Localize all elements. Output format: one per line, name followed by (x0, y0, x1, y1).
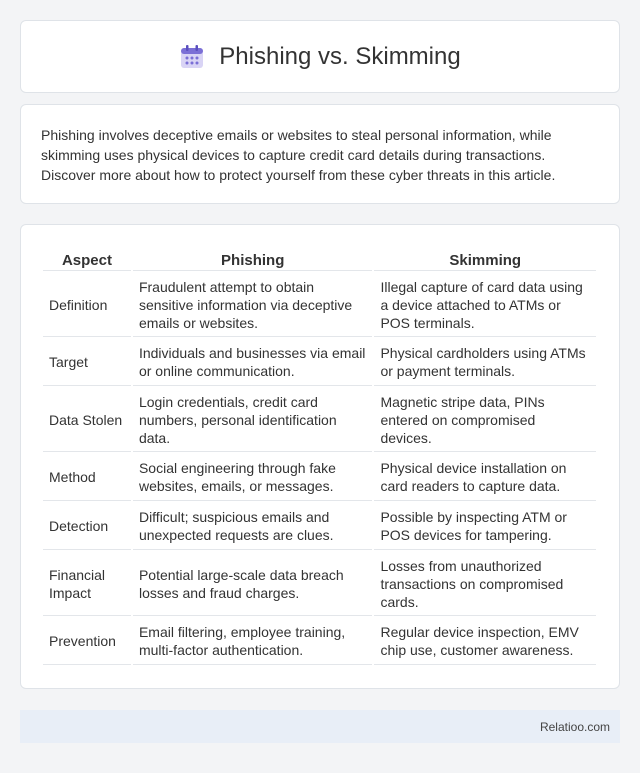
table-row (43, 339, 596, 386)
cell-skimming: Magnetic stripe data, PINs entered on compromised devices. (374, 388, 596, 452)
cell-aspect: Method (43, 454, 131, 501)
table-row (43, 552, 596, 616)
header-skimming: Skimming (374, 247, 596, 271)
title-card (20, 20, 620, 93)
cell-aspect: Data Stolen (43, 388, 131, 452)
comparison-table (41, 245, 598, 667)
cell-skimming: Regular device inspection, EMV chip use, customer awareness. (374, 618, 596, 665)
page-title: Phishing vs. Skimming (219, 42, 461, 70)
table-row (43, 388, 596, 452)
cell-aspect: Prevention (43, 618, 131, 665)
table-header-row (43, 247, 596, 271)
cell-aspect: Target (43, 339, 131, 386)
cell-aspect: Financial Impact (43, 552, 131, 616)
cell-phishing: Login credentials, credit card numbers, personal identification data. (133, 388, 373, 452)
intro-text: Phishing involves deceptive emails or websites to steal personal information, while skimming uses physical devices to capture credit card details during transactions. Discover more about how to protect yourself from these cyber threats in this article. (41, 127, 556, 183)
calendar-icon (179, 44, 205, 70)
cell-phishing: Individuals and businesses via email or online communication. (133, 339, 373, 386)
table-row (43, 273, 596, 337)
cell-phishing: Email filtering, employee training, multi-factor authentication. (133, 618, 373, 665)
cell-aspect: Detection (43, 503, 131, 550)
cell-skimming: Losses from unauthorized transactions on compromised cards. (374, 552, 596, 616)
cell-phishing: Social engineering through fake websites, emails, or messages. (133, 454, 373, 501)
cell-phishing: Potential large-scale data breach losses and fraud charges. (133, 552, 373, 616)
cell-phishing: Difficult; suspicious emails and unexpected requests are clues. (133, 503, 373, 550)
table-row (43, 503, 596, 550)
table-card (20, 224, 620, 689)
table-row (43, 618, 596, 665)
table-row (43, 454, 596, 501)
cell-skimming: Physical device installation on card readers to capture data. (374, 454, 596, 501)
header-aspect: Aspect (43, 247, 131, 271)
cell-aspect: Definition (43, 273, 131, 337)
footer-brand: Relatioo.com (539, 719, 610, 734)
title-wrap (179, 43, 460, 71)
intro-card (20, 104, 620, 204)
header-phishing: Phishing (133, 247, 373, 271)
cell-skimming: Possible by inspecting ATM or POS devices for tampering. (374, 503, 596, 550)
cell-phishing: Fraudulent attempt to obtain sensitive information via deceptive emails or websites. (133, 273, 373, 337)
cell-skimming: Physical cardholders using ATMs or payment terminals. (374, 339, 596, 386)
cell-skimming: Illegal capture of card data using a device attached to ATMs or POS terminals. (374, 273, 596, 337)
footer (20, 710, 620, 743)
